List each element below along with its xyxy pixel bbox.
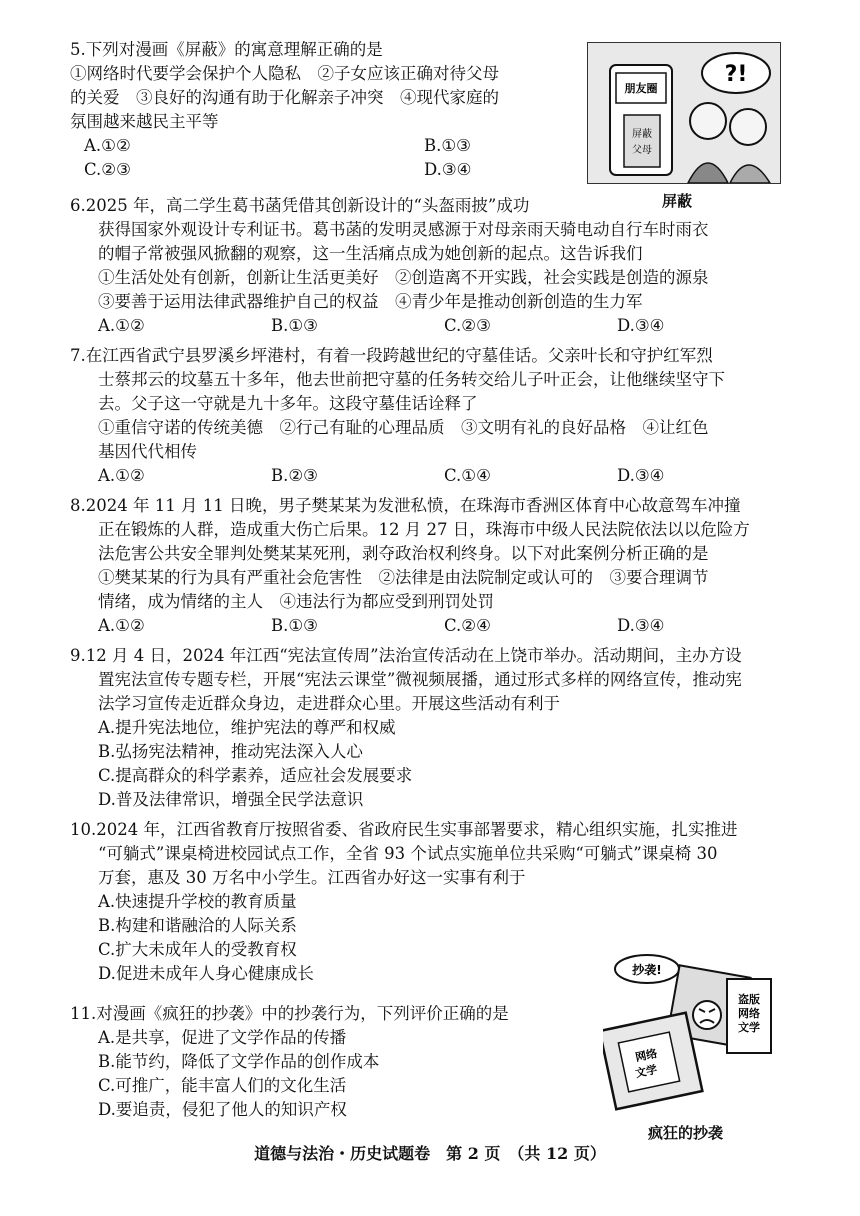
q8-stem-line-1: 8.2024 年 11 月 11 日晚，男子樊某某为发泄私愤，在珠海市香洲区体育中心故意驾车冲撞 xyxy=(70,496,741,515)
q6-stem-line-3: 的帽子常被强风掀翻的观察，这一生活痛点成为她创新的起点。这告诉我们 xyxy=(98,244,643,263)
q5-stem-line-4: 氛围越来越民主平等 xyxy=(70,112,219,131)
q5-option-d: D.③④ xyxy=(424,160,472,179)
q5-stem-line-2: ①网络时代要学会保护个人隐私 ②子女应该正确对待父母 xyxy=(70,64,499,83)
cartoon-text-fumu: 父母 xyxy=(632,145,652,156)
q9-option-d: D.普及法律常识，增强全民学法意识 xyxy=(98,790,364,809)
question-6 xyxy=(70,194,790,338)
page-footer: 道德与法治・历史试题卷 第 2 页 （共 12 页） xyxy=(254,1144,606,1163)
q5-option-b: B.①③ xyxy=(424,136,471,155)
q8-stem-line-2: 正在锻炼的人群，造成重大伤亡后果。12 月 27 日，珠海市中级人民法院依法以以危险方 xyxy=(98,520,750,539)
q6-option-c: C.②③ xyxy=(444,316,491,335)
q6-option-a: A.①② xyxy=(98,316,145,335)
q7-option-b: B.②③ xyxy=(271,466,318,485)
svg-text:文学: 文学 xyxy=(738,1021,760,1034)
q10-option-c: C.扩大未成年人的受教育权 xyxy=(98,940,297,959)
cartoon-plagiarism xyxy=(603,951,775,1113)
q10-option-a: A.快速提升学校的教育质量 xyxy=(98,892,297,911)
q7-option-d: D.③④ xyxy=(617,466,665,485)
q7-options xyxy=(70,464,790,488)
svg-text:网络: 网络 xyxy=(738,1007,760,1020)
q6-stem-line-1: 6.2025 年，高二学生葛书菡凭借其创新设计的“头盔雨披”成功 xyxy=(70,196,530,215)
q5-stem-line-3: 的关爱 ③良好的沟通有助于化解亲子冲突 ④现代家庭的 xyxy=(70,88,499,107)
q10-option-b: B.构建和谐融洽的人际关系 xyxy=(98,916,297,935)
question-9 xyxy=(70,644,790,812)
q8-option-c: C.②④ xyxy=(444,616,491,635)
cartoon-pingbi xyxy=(587,42,781,184)
cartoon-plagiarism-illustration xyxy=(603,951,775,1113)
q11-option-c: C.可推广，能丰富人们的文化生活 xyxy=(98,1076,347,1095)
q10-stem-line-2: “可躺式”课桌椅进校园试点工作，全省 93 个试点实施单位共采购“可躺式”课桌椅 30 xyxy=(98,844,718,863)
cartoon-text-pingbi: 屏蔽 xyxy=(632,129,652,140)
q9-option-c: C.提高群众的科学素养，适应社会发展要求 xyxy=(98,766,413,785)
q8-option-d: D.③④ xyxy=(617,616,665,635)
q9-stem-line-3: 法学习宣传走近群众身边，走进群众心里。开展这些活动有利于 xyxy=(98,694,560,713)
q7-stem-line-3: 去。父子这一守就是九十多年。这段守墓佳话诠释了 xyxy=(98,394,478,413)
question-7 xyxy=(70,344,790,488)
q7-option-a: A.①② xyxy=(98,466,145,485)
q11-stem: 11.对漫画《疯狂的抄袭》中的抄袭行为，下列评价正确的是 xyxy=(70,1004,509,1023)
cartoon-plagiarism-caption: 疯狂的抄袭 xyxy=(648,1124,724,1142)
q6-option-b: B.①③ xyxy=(271,316,318,335)
cartoon-pingbi-caption: 屏蔽 xyxy=(662,192,693,210)
q7-stem-line-5: 基因代代相传 xyxy=(98,442,197,461)
svg-text:文学: 文学 xyxy=(634,1062,659,1081)
q8-options xyxy=(70,614,790,638)
q6-stem-line-5: ③要善于运用法律武器维护自己的权益 ④青少年是推动创新创造的生力军 xyxy=(98,292,643,311)
q11-option-d: D.要追责，侵犯了他人的知识产权 xyxy=(98,1100,347,1119)
cartoon-text-plagiarize: 抄袭! xyxy=(632,963,662,977)
q8-stem-line-3: 法危害公共安全罪判处樊某某死刑，剥夺政治权利终身。以下对此案例分析正确的是 xyxy=(98,544,709,563)
svg-text:网络: 网络 xyxy=(634,1046,659,1065)
q10-stem-line-3: 万套，惠及 30 万名中小学生。江西省办好这一实事有利于 xyxy=(98,868,526,887)
q8-option-a: A.①② xyxy=(98,616,145,635)
q9-option-a: A.提升宪法地位，维护宪法的尊严和权威 xyxy=(98,718,396,737)
q6-options xyxy=(70,314,790,338)
q6-stem-line-2: 获得国家外观设计专利证书。葛书菡的发明灵感源于对母亲雨天骑电动自行车时雨衣 xyxy=(98,220,709,239)
question-8 xyxy=(70,494,790,638)
q7-stem-line-1: 7.在江西省武宁县罗溪乡坪港村，有着一段跨越世纪的守墓佳话。父亲叶长和守护红军烈 xyxy=(70,346,713,365)
q9-stem-line-2: 置宪法宣传专题专栏，开展“宪法云课堂”微视频展播，通过形式多样的网络宣传，推动宪 xyxy=(98,670,742,689)
q5-option-a: A.①② xyxy=(84,136,131,155)
q10-option-d: D.促进未成年人身心健康成长 xyxy=(98,964,314,983)
q6-stem-line-4: ①生活处处有创新，创新让生活更美好 ②创造离不开实践，社会实践是创造的源泉 xyxy=(98,268,709,287)
svg-text:?!: ?! xyxy=(724,62,748,87)
q9-option-b: B.弘扬宪法精神，推动宪法深入人心 xyxy=(98,742,363,761)
q9-stem-line-1: 9.12 月 4 日，2024 年江西“宪法宣传周”法治宣传活动在上饶市举办。活动期间，主办方设 xyxy=(70,646,742,665)
q5-option-c: C.②③ xyxy=(84,160,131,179)
q7-stem-line-4: ①重信守诺的传统美德 ②行己有耻的心理品质 ③文明有礼的良好品格 ④让红色 xyxy=(98,418,709,437)
q5-stem-line-1: 5.下列对漫画《屏蔽》的寓意理解正确的是 xyxy=(70,40,383,59)
q11-option-b: B.能节约，降低了文学作品的创作成本 xyxy=(98,1052,380,1071)
q10-stem-line-1: 10.2024 年，江西省教育厅按照省委、省政府民生实事部署要求，精心组织实施，扎实推进 xyxy=(70,820,738,839)
q6-option-d: D.③④ xyxy=(617,316,665,335)
q8-stem-line-4: ①樊某某的行为具有严重社会危害性 ②法律是由法院制定或认可的 ③要合理调节 xyxy=(98,568,709,587)
svg-text:盗版: 盗版 xyxy=(738,993,760,1006)
q8-stem-line-5: 情绪，成为情绪的主人 ④违法行为都应受到刑罚处罚 xyxy=(98,592,494,611)
cartoon-text-pengyouquan: 朋友圈 xyxy=(624,82,658,95)
q7-stem-line-2: 士蔡邦云的坟墓五十多年，他去世前把守墓的任务转交给儿子叶正会，让他继续坚守下 xyxy=(98,370,725,389)
q7-option-c: C.①④ xyxy=(444,466,491,485)
q11-option-a: A.是共享，促进了文学作品的传播 xyxy=(98,1028,347,1047)
q8-option-b: B.①③ xyxy=(271,616,318,635)
cartoon-pingbi-illustration xyxy=(588,43,780,183)
